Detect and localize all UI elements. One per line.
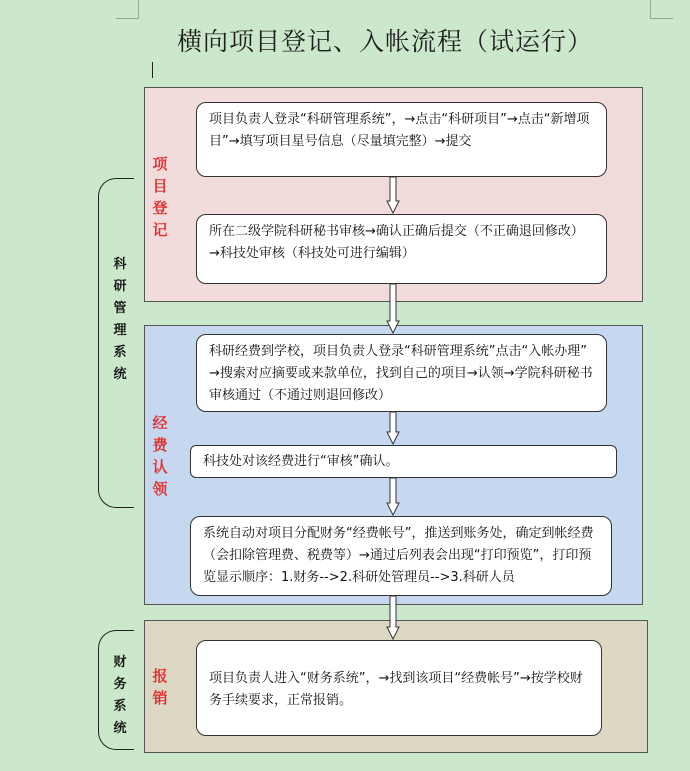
step-box-3: 科研经费到学校，项目负责人登录“科研管理系统”点击“入帐办理” →搜索对应摘要或来款单位，找到自己的项目→认领→学院科研秘书审核通过（不通过则退回修改） (196, 334, 607, 412)
step-box-2: 所在二级学院科研秘书审核→确认正确后提交（不正确退回修改）→科技处审核（科技处可进行编辑） (196, 214, 607, 284)
step-box-5: 系统自动对项目分配财务“经费帐号”，推送到账务处，确定到帐经费（会扣除管理费、税费等）→通过后列表会出现“打印预览”，打印预览显示顺序：1.财务-->2.科研处管理员-->3.科研人员 (190, 516, 612, 596)
flow-arrow-1 (386, 177, 400, 214)
flow-arrow-4 (386, 478, 400, 516)
text-cursor (152, 62, 153, 78)
page-corner-mark-right (650, 0, 673, 19)
system-label-research: 科研管理系统 (113, 257, 127, 382)
step-box-4: 科技处对该经费进行“审核”确认。 (190, 445, 617, 478)
page-corner-mark-left (116, 0, 139, 19)
page-title: 横向项目登记、入帐流程（试运行） (176, 27, 593, 56)
step-box-6: 项目负责人进入“财务系统”，→找到该项目“经费帐号”→按学校财务手续要求，正常报销。 (196, 640, 602, 736)
flow-arrow-2 (386, 284, 400, 334)
system-label-finance: 财务系统 (113, 655, 127, 736)
section-label-funding: 经费认领 (152, 414, 168, 498)
flow-arrow-3 (386, 412, 400, 445)
flow-arrow-5 (386, 596, 400, 640)
section-label-reimbursement: 报销 (152, 667, 168, 707)
section-label-registration: 项目登记 (152, 155, 168, 239)
step-box-1: 项目负责人登录“科研管理系统”，→点击“科研项目”→点击“新增项目”→填写项目星号信息（尽量填完整）→提交 (196, 102, 607, 177)
